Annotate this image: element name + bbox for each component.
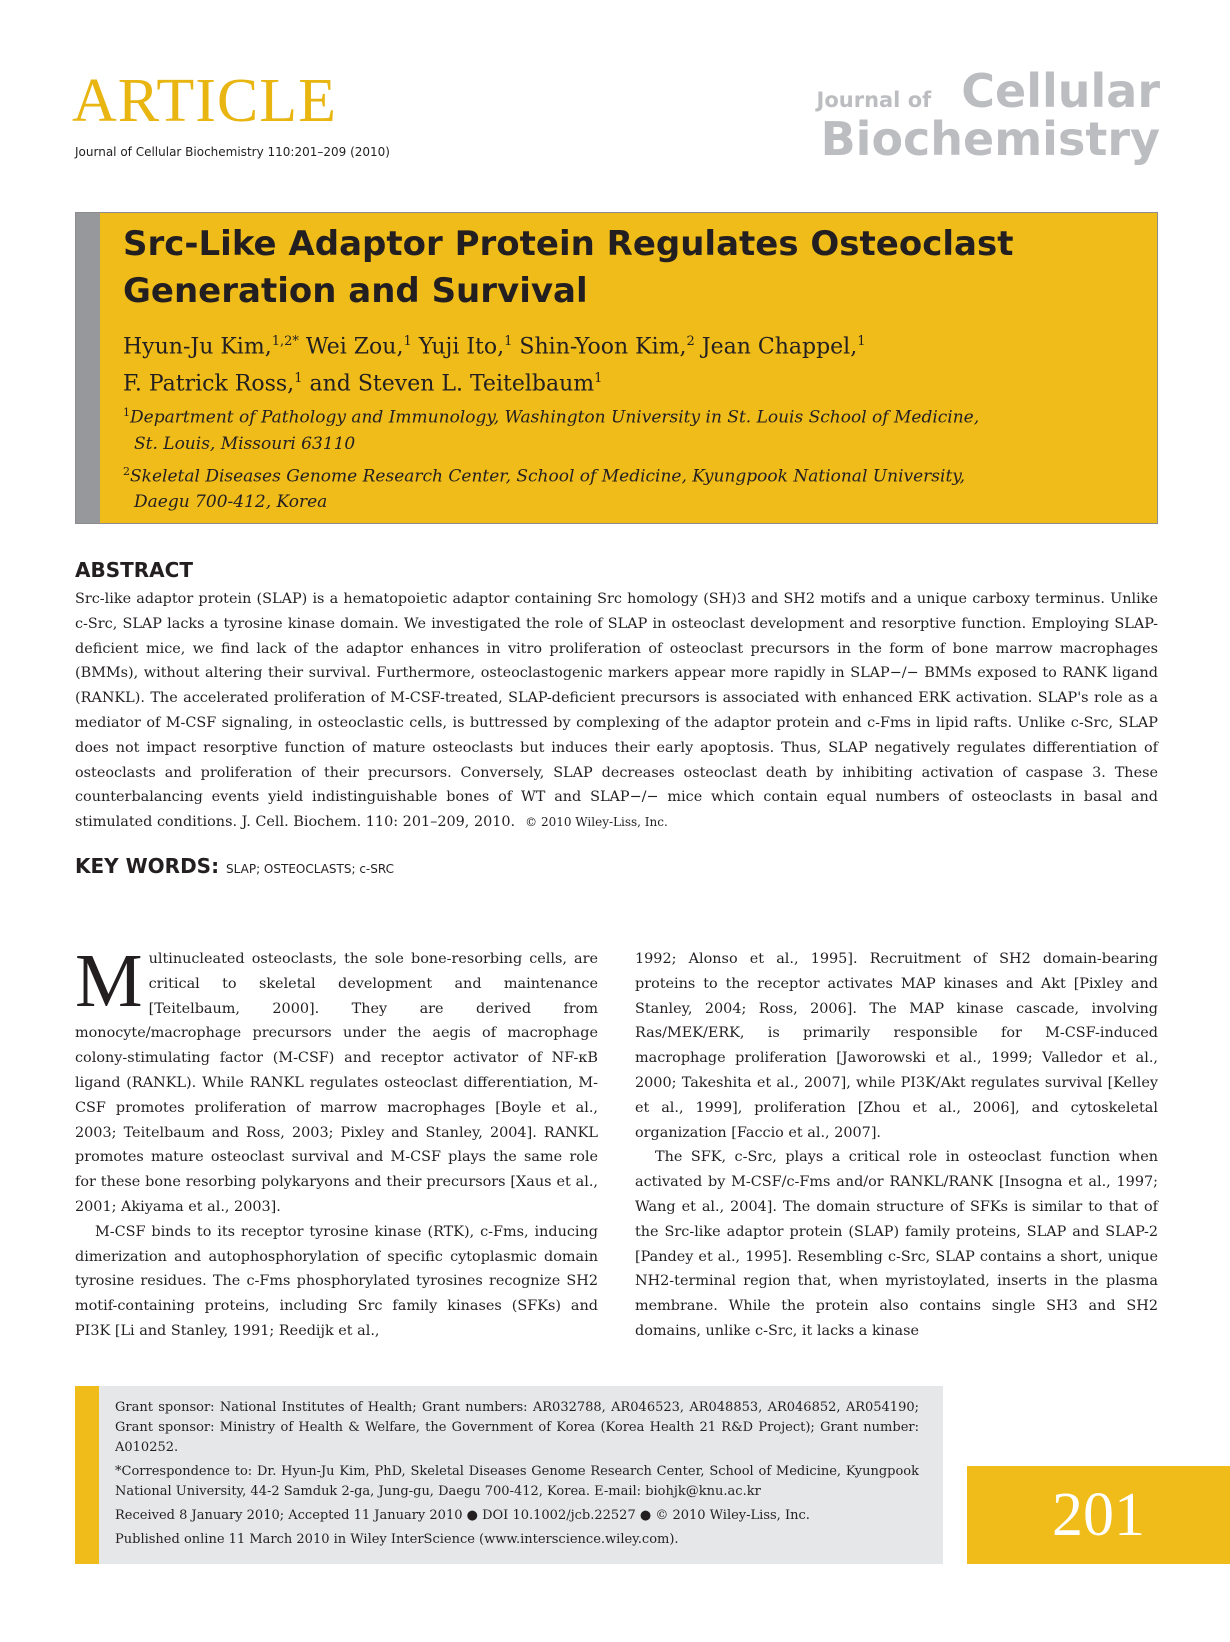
keywords: [75, 854, 394, 878]
affiliation-2: [123, 459, 1127, 516]
affiliation-text-cont: Daegu 700-412, Korea: [134, 492, 328, 513]
author-list: [123, 326, 1127, 401]
title-line-2: Generation and Survival: [123, 271, 588, 311]
author-affiliation-mark: 1: [294, 371, 303, 387]
author-line-1: [123, 326, 1127, 363]
title-line-1: Src-Like Adaptor Protein Regulates Osteoclast: [123, 224, 1014, 264]
article-title: [123, 221, 1127, 315]
author-name: Hyun-Ju Kim,: [123, 334, 272, 360]
footnote-box: [75, 1386, 943, 1564]
author-name: Yuji Ito,: [418, 334, 505, 360]
author-affiliation-mark: 1: [504, 334, 513, 349]
affiliation-number: 1: [123, 406, 130, 419]
author-name: F. Patrick Ross,: [123, 371, 295, 397]
author-line-2: [123, 363, 1127, 400]
footnote-text: [115, 1398, 919, 1554]
received-note: Received 8 January 2010; Accepted 11 January 2010 ● DOI 10.1002/jcb.22527 ● © 2010 Wiley-Liss, Inc.: [115, 1508, 810, 1523]
affiliation-list: [123, 400, 1127, 517]
author-affiliation-mark: 1: [857, 334, 866, 349]
drop-cap: M: [75, 939, 143, 1023]
abstract-text: [75, 587, 1158, 835]
affiliation-number: 2: [123, 464, 130, 478]
author-name: Jean Chappel,: [701, 334, 858, 360]
author-name: Wei Zou,: [305, 334, 404, 360]
title-block-strip: [76, 213, 100, 523]
author-affiliation-mark: 2: [686, 334, 695, 349]
author-name: and Steven L. Teitelbaum: [309, 371, 595, 397]
body-paragraph: The SFK, c-Src, plays a critical role in osteoclast function when activated by M-CSF/c-Fms and/or RANKL/RANK [Insogna et al., 1997; Wang et al., 2004]. The domain structure of SFKs is similar to that of the Src-like adaptor protein (SLAP) family proteins, SLAP and SLAP-2 [Pandey et al., 1995]. Resembling c-Src, SLAP contains a short, unique NH2-terminal region that, when myristoylated, inserts in the plasma membrane. While the protein also contains single SH3 and SH2 domains, unlike c-Src, it lacks a kinase: [635, 1149, 1158, 1339]
abstract-heading: ABSTRACT: [75, 558, 193, 582]
author-name: Shin-Yoon Kim,: [519, 334, 687, 360]
correspondence-note: *Correspondence to: Dr. Hyun-Ju Kim, PhD, Skeletal Diseases Genome Research Center, School of Medicine, Kyungpook National University, 44-2 Samduk 2-ga, Jung-gu, Daegu 700-412, Korea. E-mail: biohjk@knu.ac.kr: [115, 1464, 919, 1499]
affiliation-text: Department of Pathology and Immunology, Washington University in St. Louis School of Medicine,: [130, 407, 980, 428]
title-block: [75, 212, 1158, 524]
article-label: ARTICLE: [72, 67, 338, 135]
author-affiliation-mark: 1: [594, 371, 603, 387]
affiliation-text-cont: St. Louis, Missouri 63110: [134, 433, 356, 454]
body-paragraph: [75, 939, 598, 1220]
affiliation-1: [123, 400, 1127, 457]
affiliation-text: Skeletal Diseases Genome Research Center, School of Medicine, Kyungpook National University,: [130, 466, 966, 487]
journal-citation: Journal of Cellular Biochemistry 110:201–209 (2010): [75, 145, 390, 159]
author-affiliation-mark: 1,2*: [271, 334, 299, 349]
logo-biochemistry: Biochemistry: [820, 112, 1160, 166]
author-affiliation-mark: 1: [403, 334, 412, 349]
page-number: 201: [1052, 1481, 1145, 1549]
journal-logo: [816, 64, 1160, 166]
page-number-box: [967, 1466, 1230, 1564]
body-paragraph: M-CSF binds to its receptor tyrosine kinase (RTK), c-Fms, inducing dimerization and autophosphorylation of specific cytoplasmic domain tyrosine residues. The c-Fms phosphorylated tyrosines recognize SH2 motif-containing proteins, including Src family kinases (SFKs) and PI3K [Li and Stanley, 1991; Reedijk et al.,: [75, 1223, 598, 1339]
paragraph-text: ultinucleated osteoclasts, the sole bone-resorbing cells, are critical to skeletal development and maintenance [Teitelbaum, 2000]. They are derived from monocyte/macrophage precursors under the aegis of macrophage colony-stimulating factor (M-CSF) and receptor activator of NF-κB ligand (RANKL). While RANKL regulates osteoclast differentiation, M-CSF promotes proliferation of marrow macrophages [Boyle et al., 2003; Teitelbaum and Ross, 2003; Pixley and Stanley, 2004]. RANKL promotes mature osteoclast survival and M-CSF plays the same role for these bone resorbing polykaryons and their precursors [Xaus et al., 2001; Akiyama et al., 2003].: [75, 951, 598, 1215]
body-column-left: [75, 939, 598, 1344]
body-paragraph: 1992; Alonso et al., 1995]. Recruitment of SH2 domain-bearing proteins to the receptor activates MAP kinases and Akt [Pixley and Stanley, 2004; Ross, 2006]. The MAP kinase cascade, involving Ras/MEK/ERK, is primarily responsible for M-CSF-induced macrophage proliferation [Jaworowski et al., 1999; Valledor et al., 2000; Takeshita et al., 2007], while PI3K/Akt regulates survival [Kelley et al., 1999], proliferation [Zhou et al., 2006], and cytoskeletal organization [Faccio et al., 2007].: [635, 951, 1158, 1141]
keywords-label: KEY WORDS:: [75, 854, 220, 878]
logo-cellular: Cellular: [961, 64, 1160, 118]
body-column-right: [635, 947, 1158, 1344]
grant-note: Grant sponsor: National Institutes of Health; Grant numbers: AR032788, AR046523, AR048853, AR046852, AR054190; Grant sponsor: Ministry of Health & Welfare, the Government of Korea (Korea Health 21 R&D Project); Grant number: A010252.: [115, 1400, 919, 1455]
keywords-list: SLAP; OSTEOCLASTS; c-SRC: [226, 862, 394, 876]
abstract-body: Src-like adaptor protein (SLAP) is a hematopoietic adaptor containing Src homology (SH)3 and SH2 motifs and a unique carboxy terminus. Unlike c-Src, SLAP lacks a tyrosine kinase domain. We investigated the role of SLAP in osteoclast development and resorptive function. Employing SLAP-deficient mice, we find lack of the adaptor enhances in vitro proliferation of osteoclast precursors in the form of bone marrow macrophages (BMMs), without altering their survival. Furthermore, osteoclastogenic markers appear more rapidly in SLAP−/− BMMs exposed to RANK ligand (RANKL). The accelerated proliferation of M-CSF-treated, SLAP-deficient precursors is associated with enhanced ERK activation. SLAP's role as a mediator of M-CSF signaling, in osteoclastic cells, is buttressed by complexing of the adaptor protein and c-Fms in lipid rafts. Unlike c-Src, SLAP does not impact resorptive function of mature osteoclasts but induces their early apoptosis. Thus, SLAP negatively regulates differentiation of osteoclasts and proliferation of their precursors. Conversely, SLAP decreases osteoclast death by inhibiting activation of caspase 3. These counterbalancing events yield indistinguishable bones of WT and SLAP−/− mice which contain equal numbers of osteoclasts in basal and stimulated conditions. J. Cell. Biochem. 110: 201–209, 2010.: [75, 591, 1158, 831]
footnote-strip: [75, 1386, 99, 1564]
abstract-copyright: © 2010 Wiley-Liss, Inc.: [525, 815, 668, 830]
logo-journal-of: Journal of: [816, 88, 932, 112]
published-note: Published online 11 March 2010 in Wiley InterScience (www.interscience.wiley.com).: [115, 1532, 679, 1547]
